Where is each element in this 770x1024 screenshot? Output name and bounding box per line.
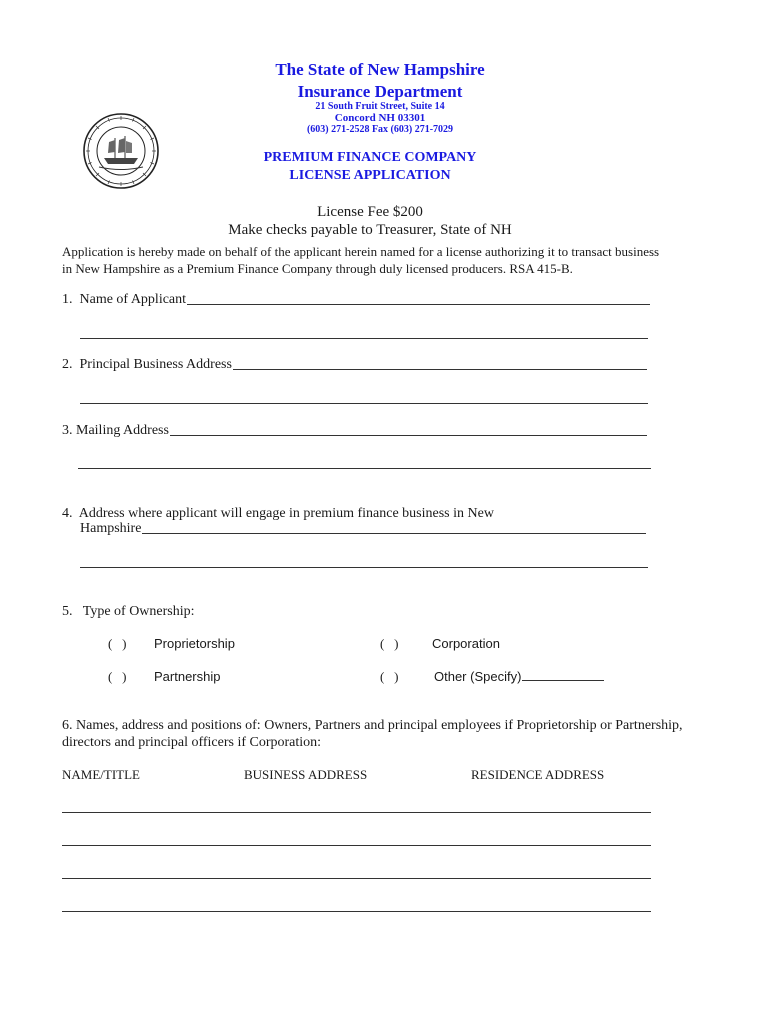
name-of-applicant-line[interactable] — [187, 304, 650, 305]
state-name: The State of New Hampshire — [275, 60, 485, 79]
principal-business-address-line[interactable] — [233, 369, 647, 370]
corporation-checkbox[interactable]: ( ) — [380, 636, 399, 651]
form-title-line2: LICENSE APPLICATION — [289, 168, 451, 183]
mailing-address-line-2[interactable] — [78, 468, 651, 469]
other-checkbox[interactable]: ( ) — [380, 669, 399, 684]
principal-business-address-label: 2. Principal Business Address — [62, 357, 232, 372]
mailing-address-field[interactable] — [62, 423, 647, 439]
intro-line1: Application is hereby made on behalf of the applicant herein named for a license authorizing it to transact business — [62, 244, 660, 259]
partnership-checkbox[interactable]: ( ) — [108, 669, 127, 684]
column-residence-address: RESIDENCE ADDRESS — [471, 767, 605, 782]
proprietorship-label: Proprietorship — [154, 636, 235, 651]
column-name-title: NAME/TITLE — [62, 767, 140, 782]
state-seal-icon — [82, 112, 160, 190]
license-fee: License Fee $200 — [317, 204, 423, 220]
name-of-applicant-label: 1. Name of Applicant — [62, 292, 187, 307]
principal-business-address-field[interactable] — [62, 357, 647, 373]
state-seal — [82, 112, 160, 190]
name-of-applicant-line-2[interactable] — [80, 338, 648, 339]
phone-fax: (603) 271-2528 Fax (603) 271-7029 — [306, 124, 454, 135]
mailing-address-line[interactable] — [170, 435, 647, 436]
other-specify-label: Other (Specify) — [434, 669, 522, 684]
mailing-address-label: 3. Mailing Address — [62, 423, 169, 438]
nh-business-address-label-line2: Hampshire — [80, 521, 142, 536]
proprietorship-checkbox[interactable]: ( ) — [108, 636, 127, 651]
ownership-heading: 5. Type of Ownership: — [62, 604, 195, 619]
persons-entry-line[interactable] — [62, 911, 651, 912]
city-address: Concord NH 03301 — [334, 112, 426, 124]
payable-to: Make checks payable to Treasurer, State of NH — [228, 222, 512, 238]
nh-business-address-label-line1: 4. Address where applicant will engage in premium finance business in New — [62, 506, 494, 521]
persons-entry-line[interactable] — [62, 812, 651, 813]
name-of-applicant-field[interactable] — [62, 292, 650, 308]
corporation-label: Corporation — [432, 636, 500, 651]
nh-business-address-line-2[interactable] — [80, 567, 648, 568]
street-address: 21 South Fruit Street, Suite 14 — [315, 101, 445, 112]
other-specify-field[interactable] — [434, 669, 604, 684]
partnership-label: Partnership — [154, 669, 221, 684]
persons-entry-line[interactable] — [62, 878, 651, 879]
principal-business-address-line-2[interactable] — [80, 403, 648, 404]
nh-business-address-field[interactable] — [80, 521, 646, 537]
persons-entry-line[interactable] — [62, 845, 651, 846]
other-specify-line[interactable] — [522, 680, 604, 681]
department-name: Insurance Department — [297, 82, 463, 101]
nh-business-address-line[interactable] — [142, 533, 646, 534]
intro-line2: in New Hampshire as a Premium Finance Company through duly licensed producers. RSA 415-B. — [62, 261, 573, 276]
column-business-address: BUSINESS ADDRESS — [244, 767, 368, 782]
persons-line2: directors and principal officers if Corporation: — [62, 735, 322, 750]
form-title-line1: PREMIUM FINANCE COMPANY — [263, 150, 477, 165]
persons-line1: 6. Names, address and positions of: Owners, Partners and principal employees if Proprietorship or Partnership, — [62, 718, 683, 733]
